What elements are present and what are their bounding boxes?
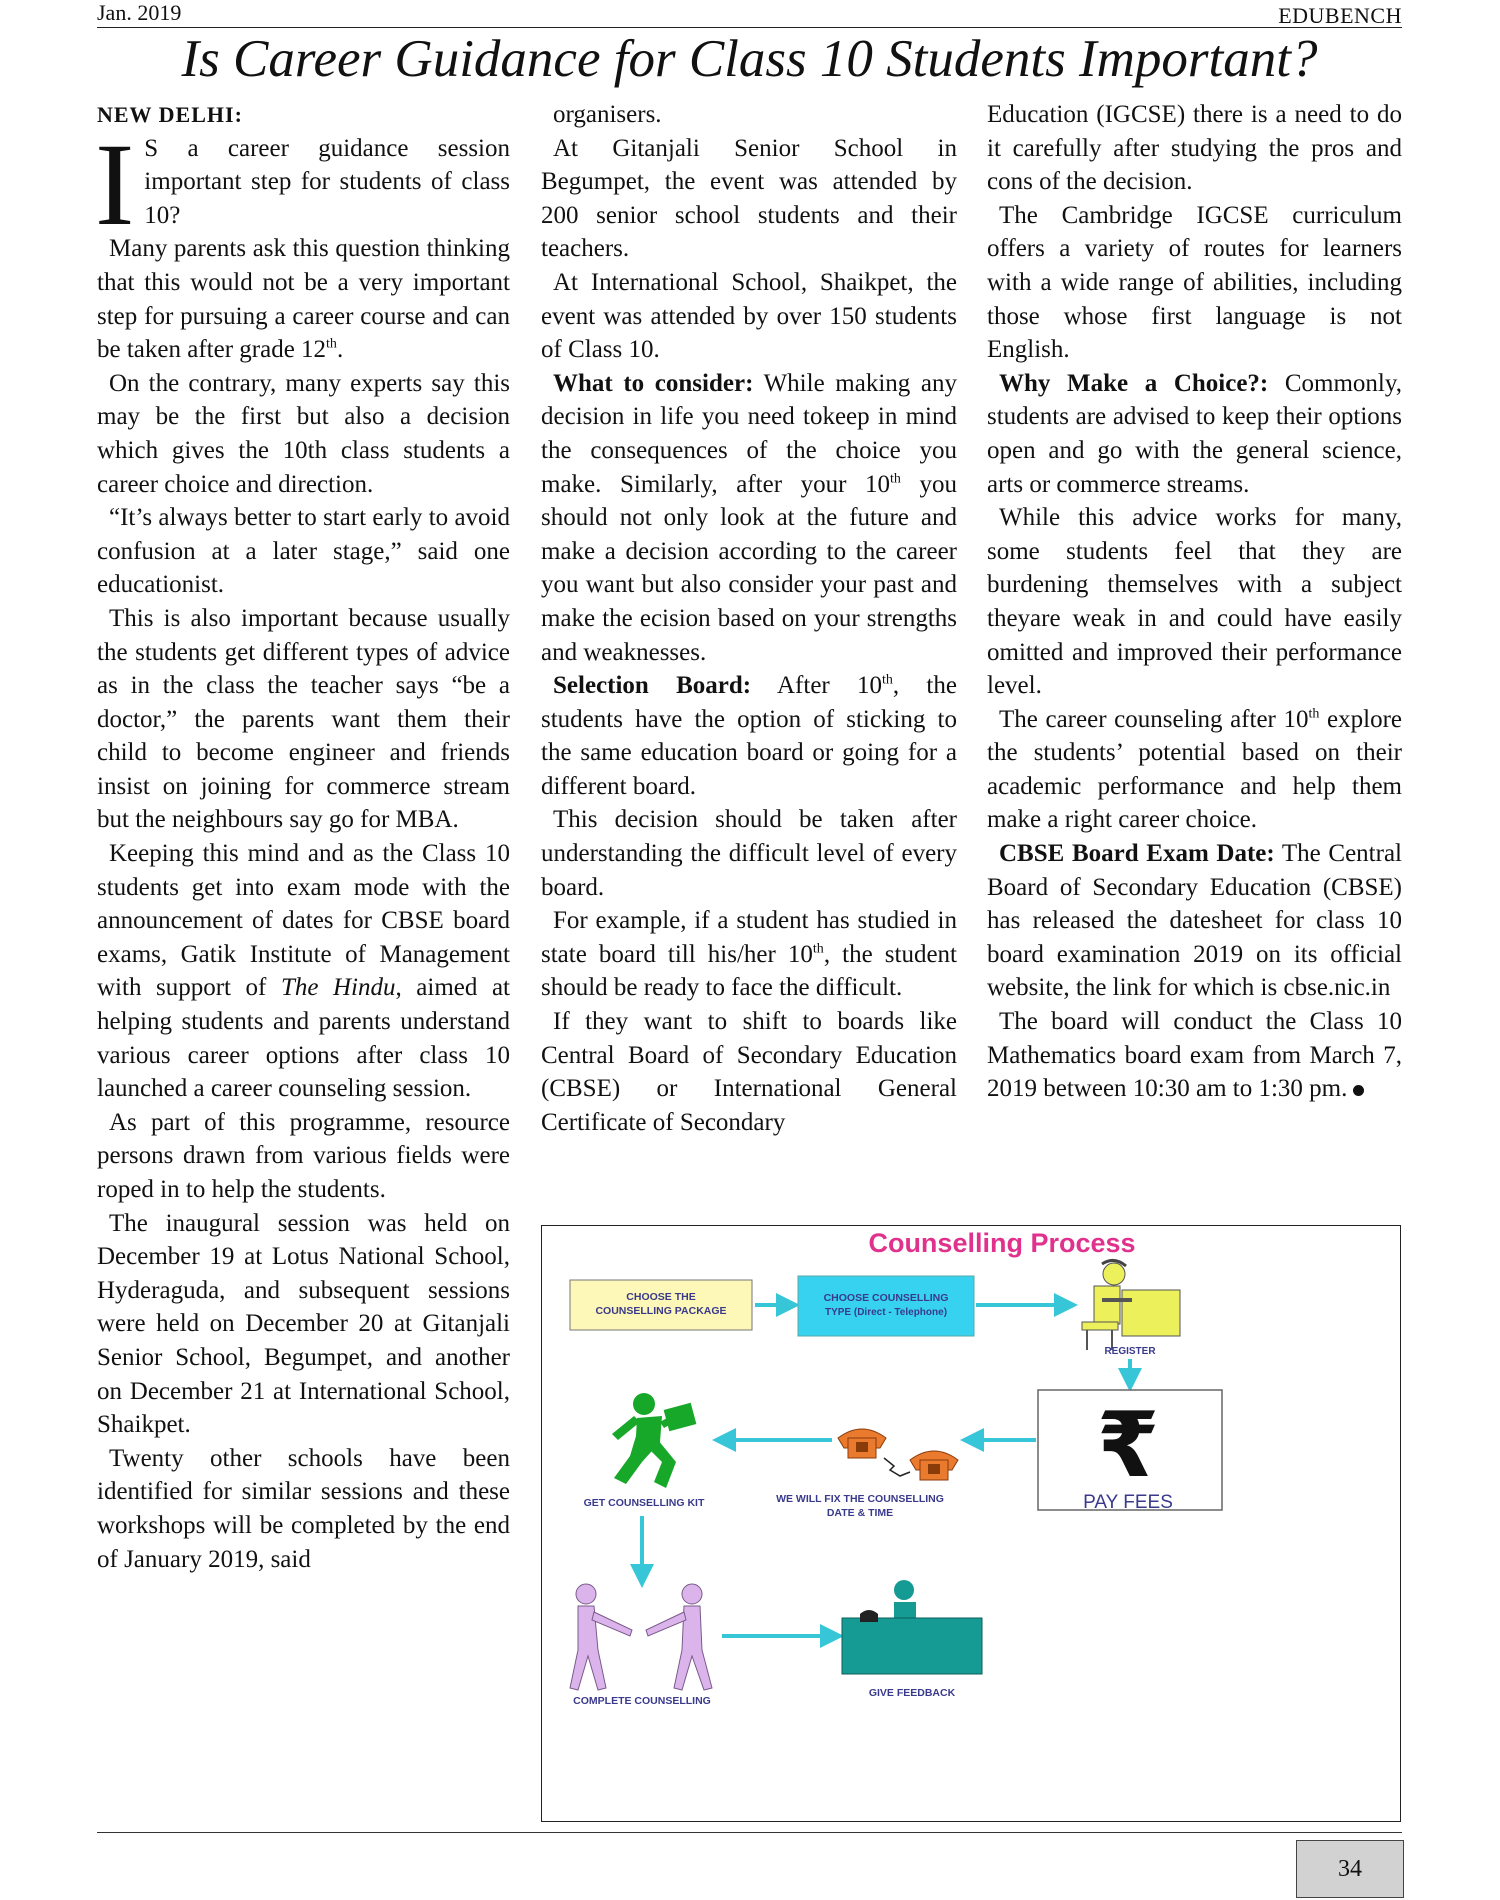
article-paragraph: The board will conduct the Class 10 Mathematics board exam from March 7, 2019 between 10:30 am to 1:30 pm. (987, 1008, 1402, 1103)
dateline: NEW DELHI: (97, 102, 243, 127)
end-bullet-icon (1353, 1085, 1364, 1096)
publication-name: EDUBENCH (1278, 3, 1402, 28)
feedback-desk-icon (842, 1580, 982, 1674)
page-number-box (1296, 1840, 1404, 1898)
figure-title: Counselling Process (868, 1228, 1136, 1258)
register-label: REGISTER (1104, 1346, 1156, 1357)
pay-fees-label: PAY FEES (1083, 1492, 1173, 1513)
fix-date-label-2: DATE & TIME (826, 1507, 894, 1519)
page-number: 34 (1338, 1855, 1362, 1882)
article-paragraph: Twenty other schools have been identified for similar sessions and these workshops will be completed by the end of January 2019, said (97, 1444, 510, 1573)
choose-type-label-1: CHOOSE COUNSELLING (823, 1292, 949, 1304)
article-paragraph: The Cambridge IGCSE curriculum offers a variety of routes for learners with a wide range of abilities, including those whose first language is not English. (987, 201, 1402, 364)
runner-with-kit-icon (612, 1393, 696, 1488)
article-paragraph: Why Make a Choice?: Commonly, students are advised to keep their options open and go with the general science, arts or commerce streams. (987, 369, 1402, 498)
article-paragraph: At International School, Shaikpet, the event was attended by over 150 students of Class 10. (541, 268, 957, 364)
counselling-process-figure (541, 1225, 1401, 1822)
phone-line-icon (884, 1458, 910, 1476)
article-paragraph: As part of this programme, resource persons drawn from various fields were roped in to help the students. (97, 1108, 510, 1203)
pay-fees-step (1038, 1390, 1222, 1513)
register-desk-icon (1082, 1260, 1180, 1350)
article-paragraph: Many parents ask this question thinking that this would not be a very important step for pursuing a career course and can be taken after grade 12th. (97, 235, 510, 364)
article-column-2 (541, 98, 957, 1139)
subhead: Selection Board: (553, 672, 752, 700)
article-paragraph: While this advice works for many, some students feel that they are burdening themselves with a subject theyare weak in and could have easily omitted and improved their performance level. (987, 504, 1402, 700)
subhead: What to consider: (553, 369, 754, 397)
article-paragraph: Selection Board: After 10th, the students have the option of sticking to the same education board or going for a different board. (541, 672, 957, 800)
choose-package-label-2: COUNSELLING PACKAGE (595, 1305, 727, 1317)
article-paragraph: The career counseling after 10th explore the students’ potential based on their academic performance and help them make a right career choice. (987, 705, 1402, 834)
handshake-people-icon (570, 1584, 712, 1690)
telephone-icon (910, 1451, 958, 1480)
rupee-icon: ₹ (1096, 1396, 1160, 1496)
article-paragraph: This is also important because usually the students get different types of advice as in the class the teacher says “be a doctor,” the parents want them their child to become engineer and friends insist on joining for commerce stream but the neighbours say go for MBA. (97, 604, 510, 834)
issue-date: Jan. 2019 (97, 0, 182, 25)
telephone-icon (838, 1429, 886, 1458)
article-paragraph: The inaugural session was held on December 19 at Lotus National School, Hyderaguda, and subsequent sessions were held on December 20 at Gitanjali Senior School, Begumpet, and another on December 21 at International School, Shaikpet. (97, 1209, 510, 1439)
drop-cap: I (95, 118, 135, 250)
article-paragraph: Education (IGCSE) there is a need to do it carefully after studying the pros and cons of the decision. (987, 101, 1402, 196)
give-feedback-label: GIVE FEEDBACK (868, 1687, 956, 1699)
article-column-3 (987, 98, 1402, 1106)
subhead: CBSE Board Exam Date: (999, 840, 1275, 868)
article-column-1 (97, 98, 510, 1576)
article-paragraph: “It’s always better to start early to avoid confusion at a later stage,” said one educationist. (97, 504, 510, 599)
article-paragraph: I S a career guidance session important step for students of class 10? (95, 118, 510, 250)
article-paragraph: This decision should be taken after understanding the difficult level of every board. (541, 806, 957, 901)
choose-package-step (570, 1280, 752, 1330)
article-paragraph: What to consider: While making any decision in life you need tokeep in mind the consequences of the choice you make. Similarly, after your 10th you should not only look at the future and make a decision according to the career you want but also consider your past and make the ecision based on your strengths and weaknesses. (541, 369, 958, 666)
article-paragraph: At Gitanjali Senior School in Begumpet, the event was attended by 200 senior school students and their teachers. (541, 134, 957, 263)
choose-type-step (798, 1276, 974, 1336)
article-paragraph: If they want to shift to boards like Central Board of Secondary Education (CBSE) or International General Certificate of Secondary (541, 1008, 957, 1136)
footer-rule (97, 1832, 1402, 1833)
article-paragraph: organisers. (553, 101, 662, 128)
article-paragraph: On the contrary, many experts say this may be the first but also a decision which gives the 10th class students a career choice and direction. (97, 369, 510, 498)
headline: Is Career Guidance for Class 10 Students Important? (181, 30, 1318, 88)
article-paragraph: Keeping this mind and as the Class 10 students get into exam mode with the announcement of dates for CBSE board exams, Gatik Institute of Management with support of The Hindu, aimed at helping students and parents understand various career options after class 10 launched a career counseling session. (97, 840, 510, 1103)
choose-type-label-2: TYPE (Direct - Telephone) (824, 1307, 948, 1318)
get-kit-label: GET COUNSELLING KIT (583, 1497, 705, 1509)
fix-date-label-1: WE WILL FIX THE COUNSELLING (776, 1493, 944, 1505)
subhead: Why Make a Choice?: (999, 369, 1269, 397)
article-paragraph: CBSE Board Exam Date: The Central Board of Secondary Education (CBSE) has released the datesheet for class 10 board examination 2019 on its official website, the link for which is cbse.nic.in (987, 840, 1402, 1002)
choose-package-label-1: CHOOSE THE (626, 1291, 696, 1303)
article-paragraph: For example, if a student has studied in state board till his/her 10th, the student should be ready to face the difficult. (541, 907, 957, 1002)
complete-counselling-label: COMPLETE COUNSELLING (573, 1695, 711, 1707)
